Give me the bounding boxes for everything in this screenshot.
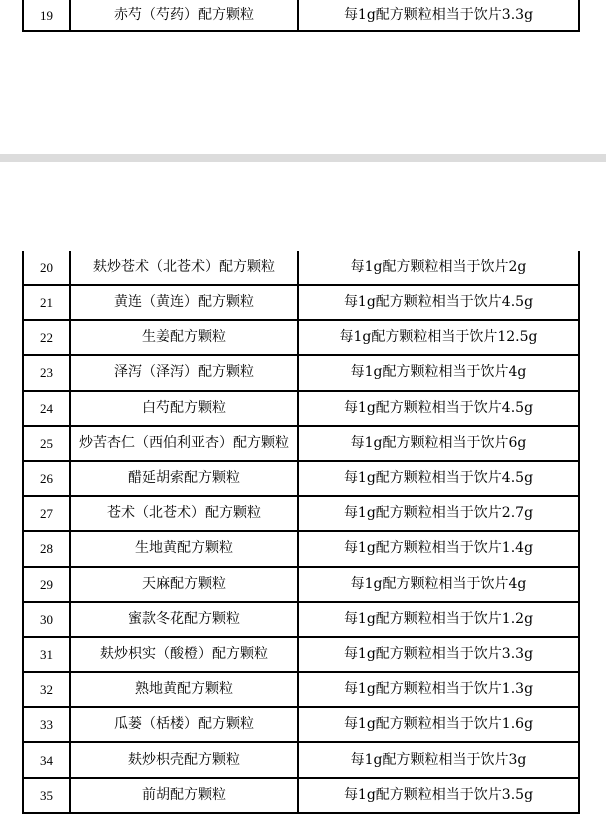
equivalence-text-text: 每1g配方颗粒相当于饮片1.6g	[343, 716, 534, 733]
table-row	[23, 742, 579, 777]
row-number-text: 26	[40, 471, 53, 487]
equivalence-text-text: 每1g配方颗粒相当于饮片3.3g	[343, 645, 534, 662]
equivalence-text-text: 每1g配方颗粒相当于饮片1.4g	[343, 540, 534, 557]
granule-name-text: 前胡配方颗粒	[142, 786, 226, 803]
equivalence-text-text: 每1g配方颗粒相当于饮片4g	[350, 575, 527, 592]
granule-name-text: 熟地黄配方颗粒	[135, 681, 233, 698]
equivalence-text	[298, 602, 579, 637]
granule-name	[70, 461, 298, 496]
row-number	[23, 285, 70, 320]
granule-name-text: 白芍配方颗粒	[142, 399, 226, 416]
equivalence-text	[298, 531, 579, 566]
granule-name	[70, 672, 298, 707]
granule-name	[70, 355, 298, 390]
equivalence-text-text: 每1g配方颗粒相当于饮片1.2g	[343, 610, 534, 627]
equivalence-text	[298, 742, 579, 777]
equivalence-text	[298, 672, 579, 707]
granule-name-text: 蜜款冬花配方颗粒	[128, 610, 240, 627]
row-number	[23, 778, 70, 813]
granule-name	[70, 567, 298, 602]
equivalence-text	[298, 567, 579, 602]
granule-name	[70, 285, 298, 320]
granule-name	[70, 320, 298, 355]
table-row	[23, 285, 579, 320]
table-row	[23, 0, 579, 31]
equivalence-text	[298, 778, 579, 813]
granule-name	[70, 251, 298, 285]
row-number-text: 33	[40, 717, 53, 733]
equivalence-text-text: 每1g配方颗粒相当于饮片3g	[350, 751, 527, 768]
equivalence-text	[298, 637, 579, 672]
equivalence-text-text: 每1g配方颗粒相当于饮片3.5g	[343, 786, 534, 803]
row-number	[23, 567, 70, 602]
table-row	[23, 426, 579, 461]
row-number	[23, 531, 70, 566]
row-number-text: 24	[40, 400, 53, 416]
granule-name-text: 泽泻（泽泻）配方颗粒	[114, 364, 254, 381]
granule-name-text: 麸炒苍术（北苍术）配方颗粒	[93, 259, 275, 275]
row-number-text: 31	[40, 646, 53, 662]
equivalence-text-text: 每1g配方颗粒相当于饮片4.5g	[343, 399, 534, 416]
table-row	[23, 391, 579, 426]
equivalence-text-text: 每1g配方颗粒相当于饮片2.7g	[343, 505, 534, 522]
row-number-text: 35	[40, 787, 53, 803]
row-number-text: 28	[40, 541, 53, 557]
granule-name-text: 麸炒枳壳配方颗粒	[128, 751, 240, 768]
equivalence-text	[298, 426, 579, 461]
table-page-1-fragment	[22, 0, 580, 32]
granule-name	[70, 742, 298, 777]
equivalence-text	[298, 355, 579, 390]
row-number-text: 29	[40, 576, 53, 592]
row-number	[23, 707, 70, 742]
granule-name-text: 生地黄配方颗粒	[135, 540, 233, 557]
equivalence-text	[298, 391, 579, 426]
granule-name-text: 炒苦杏仁（西伯利亚杏）配方颗粒	[79, 434, 289, 451]
table-row	[23, 778, 579, 813]
equivalence-text	[298, 285, 579, 320]
granule-name-text: 生姜配方颗粒	[142, 329, 226, 346]
row-number-text: 21	[40, 295, 53, 311]
row-number-text: 32	[40, 682, 53, 698]
granule-name-text: 黄连（黄连）配方颗粒	[114, 294, 254, 311]
equivalence-text	[298, 251, 579, 285]
equivalence-text-text: 每1g配方颗粒相当于饮片2g	[350, 259, 527, 275]
row-number	[23, 391, 70, 426]
granule-name	[70, 426, 298, 461]
row-number-text: 27	[40, 506, 53, 522]
row-number-text: 23	[40, 365, 53, 381]
granule-name	[70, 778, 298, 813]
granule-name	[70, 0, 298, 31]
table-row	[23, 461, 579, 496]
row-number	[23, 355, 70, 390]
row-number-text: 25	[40, 435, 53, 451]
equivalence-text	[298, 461, 579, 496]
table-row	[23, 637, 579, 672]
row-number	[23, 742, 70, 777]
granule-name-text: 苍术（北苍术）配方颗粒	[107, 505, 261, 522]
row-number	[23, 672, 70, 707]
table-row	[23, 251, 579, 285]
granule-name-text: 醋延胡索配方颗粒	[128, 470, 240, 487]
equivalence-text	[298, 707, 579, 742]
equivalence-text	[298, 0, 579, 31]
row-number	[23, 251, 70, 285]
equivalence-text-text: 每1g配方颗粒相当于饮片4.5g	[343, 294, 534, 311]
equivalence-text-text: 每1g配方颗粒相当于饮片4.5g	[343, 470, 534, 487]
granule-name	[70, 496, 298, 531]
equivalence-text	[298, 496, 579, 531]
page-separator	[0, 154, 606, 162]
table-row	[23, 320, 579, 355]
row-number	[23, 637, 70, 672]
equivalence-text-text: 每1g配方颗粒相当于饮片6g	[350, 434, 527, 451]
equivalence-text-text: 每1g配方颗粒相当于饮片12.5g	[339, 329, 538, 346]
row-number	[23, 461, 70, 496]
row-number	[23, 0, 70, 31]
granule-name-text: 天麻配方颗粒	[142, 575, 226, 592]
row-number	[23, 426, 70, 461]
equivalence-text-text: 每1g配方颗粒相当于饮片3.3g	[343, 6, 534, 23]
table-row	[23, 531, 579, 566]
row-number-text: 22	[40, 330, 53, 346]
granule-name	[70, 602, 298, 637]
granule-name-text: 瓜蒌（栝楼）配方颗粒	[114, 716, 254, 733]
table-row	[23, 567, 579, 602]
table-row	[23, 672, 579, 707]
granule-name-text: 麸炒枳实（酸橙）配方颗粒	[100, 645, 268, 662]
granule-name-text: 赤芍（芍药）配方颗粒	[114, 6, 254, 23]
equivalence-text-text: 每1g配方颗粒相当于饮片4g	[350, 364, 527, 381]
row-number	[23, 602, 70, 637]
row-number	[23, 320, 70, 355]
row-number-text: 34	[40, 752, 53, 768]
table-row	[23, 496, 579, 531]
row-number-text: 20	[40, 260, 53, 275]
granule-name	[70, 707, 298, 742]
granule-name	[70, 637, 298, 672]
equivalence-text	[298, 320, 579, 355]
equivalence-text-text: 每1g配方颗粒相当于饮片1.3g	[343, 681, 534, 698]
table-row	[23, 602, 579, 637]
table-row	[23, 707, 579, 742]
granule-equivalence-table	[22, 251, 580, 814]
granule-name	[70, 531, 298, 566]
row-number-text: 30	[40, 611, 53, 627]
row-number-text: 19	[40, 7, 53, 23]
granule-name	[70, 391, 298, 426]
row-number	[23, 496, 70, 531]
table-row	[23, 355, 579, 390]
